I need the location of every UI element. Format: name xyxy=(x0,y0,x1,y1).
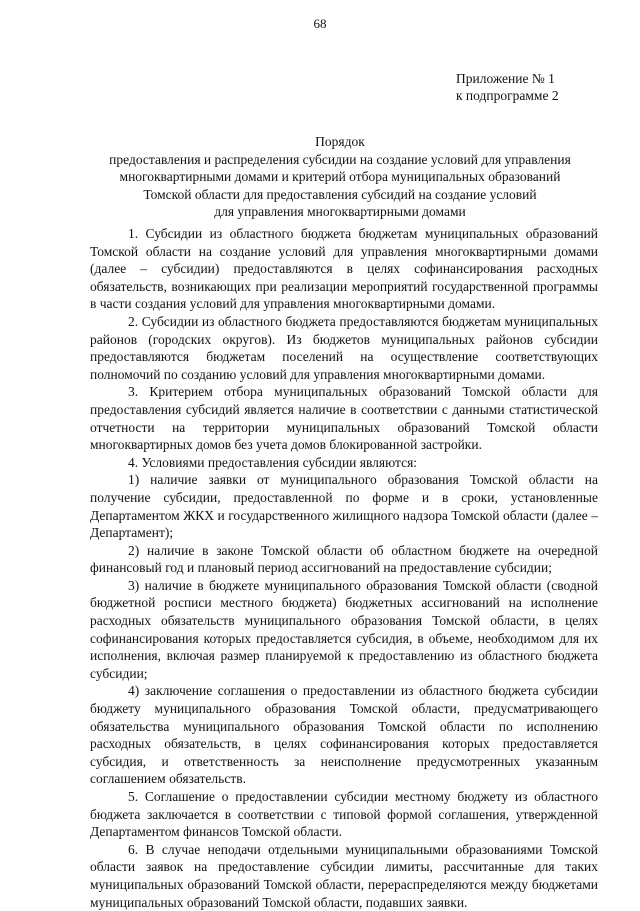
paragraph-3: 3. Критерием отбора муниципальных образований Томской области для предоставления субсидий является наличие в соответствии с данными статистической отчетности на территории муниципальных образований Томской области многоквартирных домов без учета домов блокированной застройки. xyxy=(90,384,598,453)
title-line: предоставления и распределения субсидии на создание условий для управления xyxy=(109,151,571,167)
page-number: 68 xyxy=(313,16,327,31)
title-heading: Порядок xyxy=(315,134,365,149)
title-line: для управления многоквартирными домами xyxy=(214,204,466,219)
appendix-reference xyxy=(456,70,559,104)
title-line: многоквартирными домами и критерий отбора муниципальных образований xyxy=(119,169,561,184)
condition-4: 4) заключение соглашения о предоставлении из областного бюджета субсидии бюджету муниципального образования Томской области, предусматривающего обязательства муниципального образования Томской области по исполнению расходных обязательств, в целях софинансирования которых предоставляется субсидия, и ответственность за неисполнение предусмотренных указанным соглашением обязательств. xyxy=(90,683,598,787)
document-title xyxy=(90,133,590,221)
paragraph-2: 2. Субсидии из областного бюджета предоставляются бюджетам муниципальных районов (городских округов). Из бюджетов муниципальных районов субсидии предоставляются бюджетам поселений на осуществление соответствующих полномочий по созданию условий для управления многоквартирными домами. xyxy=(90,313,598,382)
paragraph-4: 4. Условиями предоставления субсидии являются: xyxy=(128,454,418,470)
appendix-line-2: к подпрограмме 2 xyxy=(456,88,559,103)
document-body xyxy=(90,225,598,911)
condition-3: 3) наличие в бюджете муниципального образования Томской области (сводной бюджетной росписи местного бюджета) бюджетных ассигнований на исполнение расходных обязательств муниципального образования Томской области, в целях софинансирования которых предоставляется субсидия, в объеме, необходимом для их исполнения, включая размер планируемой к предоставлению из областного бюджета субсидии; xyxy=(90,577,598,681)
condition-2: 2) наличие в законе Томской области об областном бюджете на очередной финансовый год и плановый период ассигнований на предоставление субсидии; xyxy=(90,542,598,576)
paragraph-5: 5. Соглашение о предоставлении субсидии местному бюджету из областного бюджета заключается в соответствии с типовой формой соглашения, утвержденной Департаментом финансов Томской области. xyxy=(90,789,598,840)
condition-1: 1) наличие заявки от муниципального образования Томской области на получение субсидии, предоставленной по форме и в сроки, установленные Департаментом ЖКХ и государственного жилищного надзора Томской области (далее – Департамент); xyxy=(90,472,598,541)
paragraph-6: 6. В случае неподачи отдельными муниципальными образованиями Томской области заявок на предоставление субсидии лимиты, рассчитанные для таких муниципальных образований Томской области, перераспределяются между бюджетами муниципальных образований Томской области, подавших заявки. xyxy=(90,841,598,910)
appendix-line-1: Приложение № 1 xyxy=(456,71,555,86)
title-line: Томской области для предоставления субсидий на создание условий xyxy=(143,186,537,202)
paragraph-1: 1. Субсидии из областного бюджета бюджетам муниципальных образований Томской области на создание условий для управления многоквартирными домами (далее – субсидии) предоставляются в целях софинансирования расходных обязательств, возникающих при реализации мероприятий государственной программы в части создания условий для управления многоквартирными домами. xyxy=(90,226,598,312)
